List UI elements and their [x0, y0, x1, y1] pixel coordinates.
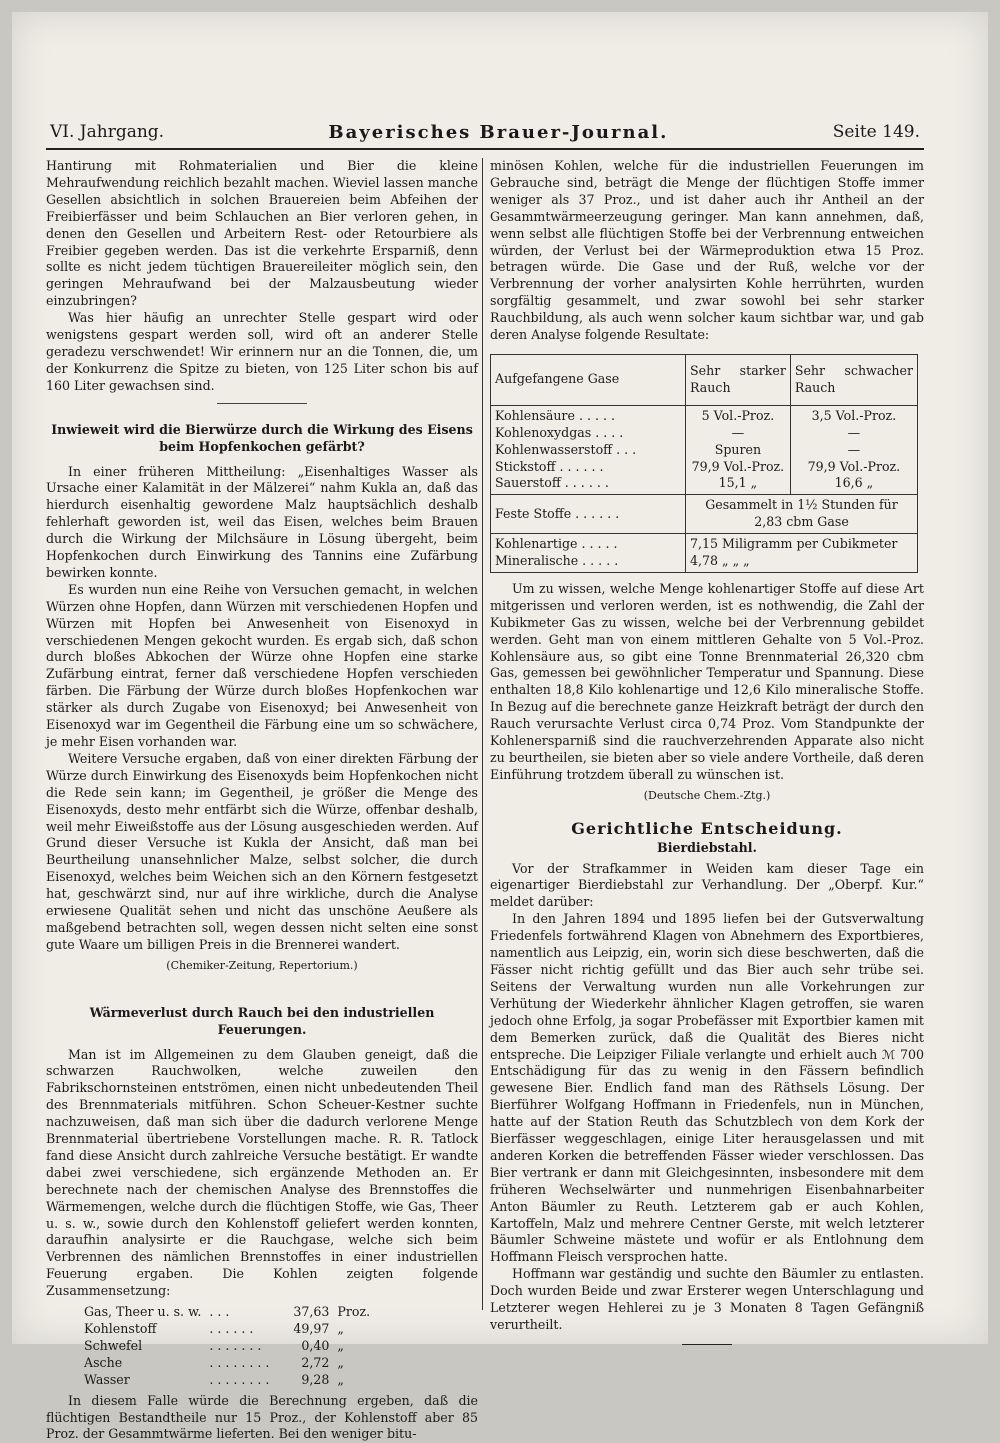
residue-values-cell [686, 534, 918, 573]
solid-value-cell [686, 495, 918, 534]
table-row [80, 1355, 381, 1372]
table-cell: — [847, 424, 861, 440]
table-cell: 79,9 Vol.-Proz. [691, 458, 785, 474]
paragraph: In diesem Falle würde die Berechnung ergeben, daß die flüchtigen Bestandtheile nur 15 Proz., der Kohlenstoff aber 85 Proz. der Gesammtwärme lieferten. Bei den weniger bitu- [46, 1392, 478, 1442]
residue-labels-cell [491, 534, 686, 573]
journal-title: Bayerisches Brauer-Journal. [328, 121, 669, 143]
component-value: 9,28 [301, 1371, 330, 1387]
header-rule [46, 148, 924, 150]
column-header: Sehr schwacher Rauch [790, 354, 917, 405]
column-header: Aufgefangene Gase [491, 354, 686, 405]
source-citation: (Deutsche Chem.-Ztg.) [643, 788, 771, 802]
solid-label-cell: Feste Stoffe . . . . . . [491, 495, 686, 534]
paragraph: Hantirung mit Rohmaterialien und Bier die kleine Mehraufwendung reichlich bezahlt machen. Wieviel lassen manche Gesellen absichtlich in solchen Brauereien beim Abfeihen der Freibierfässer und beim Schlauchen an Bier verloren gehen, in denen den Gesellen und Arbeitern Rest- oder Retourbiere als Freibier gegeben werden. Das ist die verkehrte Ersparniß, denn sollte es nicht jedem tüchtigen Brauereileiter möglich sein, den geringen Mehraufwand bei der Malzausbeutung wieder einzubringen? [46, 158, 478, 309]
residue-row-label: Kohlenartige . . . . . [495, 536, 618, 552]
leader-dots: . . . . . . . [209, 1337, 262, 1353]
table-cell: 15,1 „ [718, 475, 758, 491]
paragraph: Um zu wissen, welche Menge kohlenartiger Stoffe auf diese Art mitgerissen und verloren werden, ist es nothwendig, die Zahl der Kubikmeter Gas zu wissen, welche bei der Verbrennung gebildet werden. Geht man von einem mittleren Gehalte von 5 Vol.-Proz. Kohlensäure aus, so gibt eine Tonne Brennmaterial 26,320 cbm Gas, gemessen bei gewöhnlicher Temperatur und Spannung. Diese enthalten 18,8 Kilo kohlenartige und 12,6 Kilo mineralische Stoffe. In Bezug auf die berechnete ganze Heizkraft beträgt der durch den Rauch verursachte Verlust circa 0,74 Proz. Vom Standpunkte der Kohlenersparniß sind die rauchverzehrenden Apparate also nicht zu beurtheilen, sie bieten aber so viele andere Vortheile, daß deren Einführung trotzdem überall zu wünschen ist. [490, 580, 924, 782]
component-name: Gas, Theer u. s. w. [84, 1304, 202, 1320]
residue-row-label: Mineralische . . . . . [495, 553, 619, 569]
component-value: 2,72 [301, 1354, 330, 1370]
component-value: 49,97 [293, 1321, 330, 1336]
table-cell: 2,83 cbm Gase [754, 514, 849, 530]
paragraph: Vor der Strafkammer in Weiden kam dieser Tage ein eigenartiger Bierdiebstahl zur Verhandlung. Der „Oberpf. Kur.“ meldet darüber: [490, 860, 924, 910]
left-column [46, 158, 478, 1443]
article-heading: Bierdiebstahl. [657, 839, 757, 855]
separator [217, 403, 307, 404]
table-cell: 3,5 Vol.-Proz. [811, 407, 897, 423]
gas-row-label: Sauerstoff . . . . . . [495, 475, 609, 491]
table-row [80, 1304, 381, 1321]
gas-analysis-table [490, 354, 918, 573]
component-name: Wasser [84, 1371, 130, 1387]
strong-smoke-cell [686, 405, 791, 495]
component-unit: „ [337, 1337, 344, 1353]
table-row [491, 495, 918, 534]
table-cell: 7,15 Miligramm per Cubikmeter [690, 536, 898, 552]
paragraph: In den Jahren 1894 und 1895 liefen bei der Gutsverwaltung Friedenfels fortwährend Klagen von Abnehmern des Exportbieres, namentlich aus Leipzig, ein, worin sich diese beschwerten, daß die Fässer nicht richtig gefüllt und das Bier auch sehr trübe sei. Seitens der Verwaltung wurden nun alle Vorkehrungen zur Verhütung der Wiederkehr ähnlicher Klagen getroffen, sie waren jedoch ohne Erfolg, ja sogar Probefässer mit Exportbier kamen mit dem Bemerken zurück, daß die Qualität des Bieres nicht entspreche. Die Leipziger Filiale verlangte und erhielt auch ℳ 700 Entschädigung für das zu wenig in den Fässern befindlich gewesene Bier. Endlich fand man des Räthsels Lösung. Der Bierführer Wolfgang Hoffmann in Friedenfels, nun in München, hatte auf der Station Reuth das Schutzblech von dem Kork der Bierfässer weggeschlagen, einige Liter herausgelassen und mit anderen Korken die betreffenden Fässer wieder verschlossen. Das Bier vertrank er dann mit Gleichgesinnten, insbesondere mit dem früheren Wechselwärter und nunmehrigen Eisenbahnarbeiter Anton Bäumler zu Reuth. Letzterem gab er auch Kohlen, Kartoffeln, Malz und mehrere Centner Gerste, mit welch letzterer Bäumler Schweine mästete und wofür er als Entlohnung dem Hoffmann Fleisch versprochen hatte. [490, 911, 924, 1265]
gas-names-cell [491, 405, 686, 495]
gas-row-label: Kohlenoxydgas . . . . [495, 424, 624, 440]
gas-row-label: Kohlensäure . . . . . [495, 407, 615, 423]
end-rule [682, 1344, 732, 1345]
newspaper-page [12, 12, 988, 1442]
table-cell: — [847, 441, 861, 457]
paragraph: Hoffmann war geständig und suchte den Bäumler zu entlasten. Doch wurden Beide und zwar Ersterer wegen Unterschlagung und Letzterer wegen Hehlerei zu je 3 Monaten 8 Tagen Gefängniß verurtheilt. [490, 1266, 924, 1332]
paragraph: minösen Kohlen, welche für die industriellen Feuerungen im Gebrauche sind, beträgt die Menge der flüchtigen Stoffe immer weniger als 37 Proz., und ist daher auch ihr Antheil an der Gesammtwärmeerzeugung geringer. Man kann annehmen, daß, wenn selbst alle flüchtigen Stoffe bei der Verbrennung entweichen würden, der Verlust bei der Wärmeproduktion etwa 15 Proz. betragen würde. Die Gase und der Ruß, welche vor der Verbrennung der vorher analysirten Kohle herrührten, wurden sorgfältig gesammelt, und zwar sowohl bei sehr starker Rauchbildung, als auch wenn solcher kaum sichtbar war, und gab deren Analyse folgende Resultate: [490, 158, 924, 343]
component-value: 0,40 [301, 1337, 330, 1353]
article-heading: Inwieweit wird die Bierwürze durch die Wirkung des Eisens beim Hopfenkochen gefärbt? [51, 421, 473, 454]
table-cell: Spuren [714, 441, 762, 457]
paragraph: In einer früheren Mittheilung: „Eisenhaltiges Wasser als Ursache einer Kalamität in der Mälzerei“ nahm Kukla an, daß das hierdurch eisenhaltig gewordene Malz hauptsächlich deshalb fehlerhaft geworden ist, weil das Eisen, welches beim Brauen durch die Wirkung der Milchsäure in Lösung übergeht, beim Hopfenkochen durch Einwirkung des Tannins eine Zufärbung bewirken konnte. [46, 463, 478, 580]
table-cell: 16,6 „ [834, 475, 874, 491]
gas-row-label: Kohlenwasserstoff . . . [495, 441, 637, 457]
table-cell: Gesammelt in 1½ Stunden für [705, 497, 898, 513]
paragraph: Was hier häufig an unrechter Stelle gespart wird oder wenigstens gespart werden soll, wird oft an anderer Stelle geradezu verschwendet! Wir erinnern nur an die Tonnen, die, um der Konkurrenz die Spitze zu bieten, von 125 Liter schon bis auf 160 Liter gewachsen sind. [46, 310, 478, 393]
table-cell: 4,78 „ „ „ [690, 553, 750, 569]
weak-smoke-cell [790, 405, 917, 495]
table-row [491, 405, 918, 495]
table-row [80, 1321, 381, 1338]
component-value: 37,63 [293, 1304, 330, 1320]
table-cell: 79,9 Vol.-Proz. [807, 458, 901, 474]
column-divider [482, 158, 483, 1310]
section-heading: Gerichtliche Entscheidung. [571, 818, 843, 838]
right-column [490, 158, 924, 1355]
component-unit: „ [337, 1321, 344, 1336]
table-cell: 5 Vol.-Proz. [701, 407, 775, 423]
component-unit: „ [337, 1371, 344, 1387]
table-cell: — [731, 424, 745, 440]
component-name: Asche [84, 1354, 123, 1370]
component-name: Kohlenstoff [84, 1321, 157, 1336]
table-header-row [491, 354, 918, 405]
component-unit: Proz. [337, 1304, 371, 1320]
page-number: Seite 149. [832, 122, 920, 142]
paragraph: Es wurden nun eine Reihe von Versuchen gemacht, in welchen Würzen ohne Hopfen, dann Würzen mit verschiedenen Hopfen und Würzen mit Hopfen bei Anwesenheit von Eisenoxyd in verschiedenen Mengen gekocht wurden. Es ergab sich, daß schon durch bloßes Abkochen der Würze ohne Hopfen eine starke Zufärbung eintrat, ferner daß verschiedene Hopfen verschieden färben. Die Färbung der Würze durch bloßes Hopfenkochen war stärker als durch Zugabe von Eisenoxyd; bei Anwesenheit von Eisenoxyd war im Gegentheil die Färbung eine um so schwächere, je mehr Eisen vorhanden war. [46, 581, 478, 749]
article-heading: Wärmeverlust durch Rauch bei den industriellen Feuerungen. [89, 1004, 435, 1037]
leader-dots: . . . . . . [209, 1321, 254, 1336]
column-header: Sehr starker Rauch [686, 354, 791, 405]
leader-dots: . . . [209, 1304, 230, 1320]
page-header [50, 118, 920, 146]
component-name: Schwefel [84, 1337, 143, 1353]
coal-composition-table [80, 1304, 381, 1389]
source-citation: (Chemiker-Zeitung, Repertorium.) [166, 958, 358, 972]
table-row [80, 1372, 381, 1389]
table-row [491, 534, 918, 573]
paragraph: Man ist im Allgemeinen zu dem Glauben geneigt, daß die schwarzen Rauchwolken, welche zuweilen den Fabrikschornsteinen entströmen, einen nicht unbedeutenden Theil des Brennmaterials mitführen. Schon Scheuer-Kestner suchte nachzuweisen, daß man sich über die dadurch verlorene Menge Brennmaterial übertriebene Vorstellungen mache. R. R. Tatlock fand diese Ansicht durch zahlreiche Versuche bestätigt. Er wandte dabei zwei verschiedene, sich ergänzende Methoden an. Er berechnete nach der chemischen Analyse des Brennstoffes die Wärmemengen, welche durch die flüchtigen Stoffe, wie Gas, Theer u. s. w., sowie durch den Kohlenstoff geliefert werden konnten, daraufhin analysirte er die Rauchgase, welche sich beim Verbrennen des nämlichen Brennstoffes in einer industriellen Feuerung ergaben. Die Kohlen zeigten folgende Zusammensetzung: [46, 1046, 478, 1299]
leader-dots: . . . . . . . . [209, 1354, 270, 1370]
leader-dots: . . . . . . . . [209, 1371, 270, 1387]
table-row [80, 1338, 381, 1355]
volume-label: VI. Jahrgang. [50, 122, 165, 142]
gas-row-label: Stickstoff . . . . . . [495, 458, 604, 474]
paragraph: Weitere Versuche ergaben, daß von einer direkten Färbung der Würze durch Einwirkung des Eisenoxyds beim Hopfenkochen nicht die Rede sein kann; im Gegentheil, je größer die Menge des Eisenoxyds, desto mehr entfärbt sich die Würze, offenbar deshalb, weil mehr Eiweißstoffe aus der Lösung ausgeschieden werden. Auf Grund dieser Versuche ist Kukla der Ansicht, daß man bei Beurtheilung unansehnlicher Malze, selbst solcher, die durch Eisenoxyd, welches beim Weichen sich an den Körnern festgesetzt hat, geschwärzt sind, nur auf ihre wirkliche, durch die Analyse erwiesene Qualität sehen und nicht das unschöne Aeußere als maßgebend betrachten soll, wegen dessen nicht selten eine sonst gute Waare um billigen Preis in die Brennerei wandert. [46, 750, 478, 952]
component-unit: „ [337, 1354, 344, 1370]
